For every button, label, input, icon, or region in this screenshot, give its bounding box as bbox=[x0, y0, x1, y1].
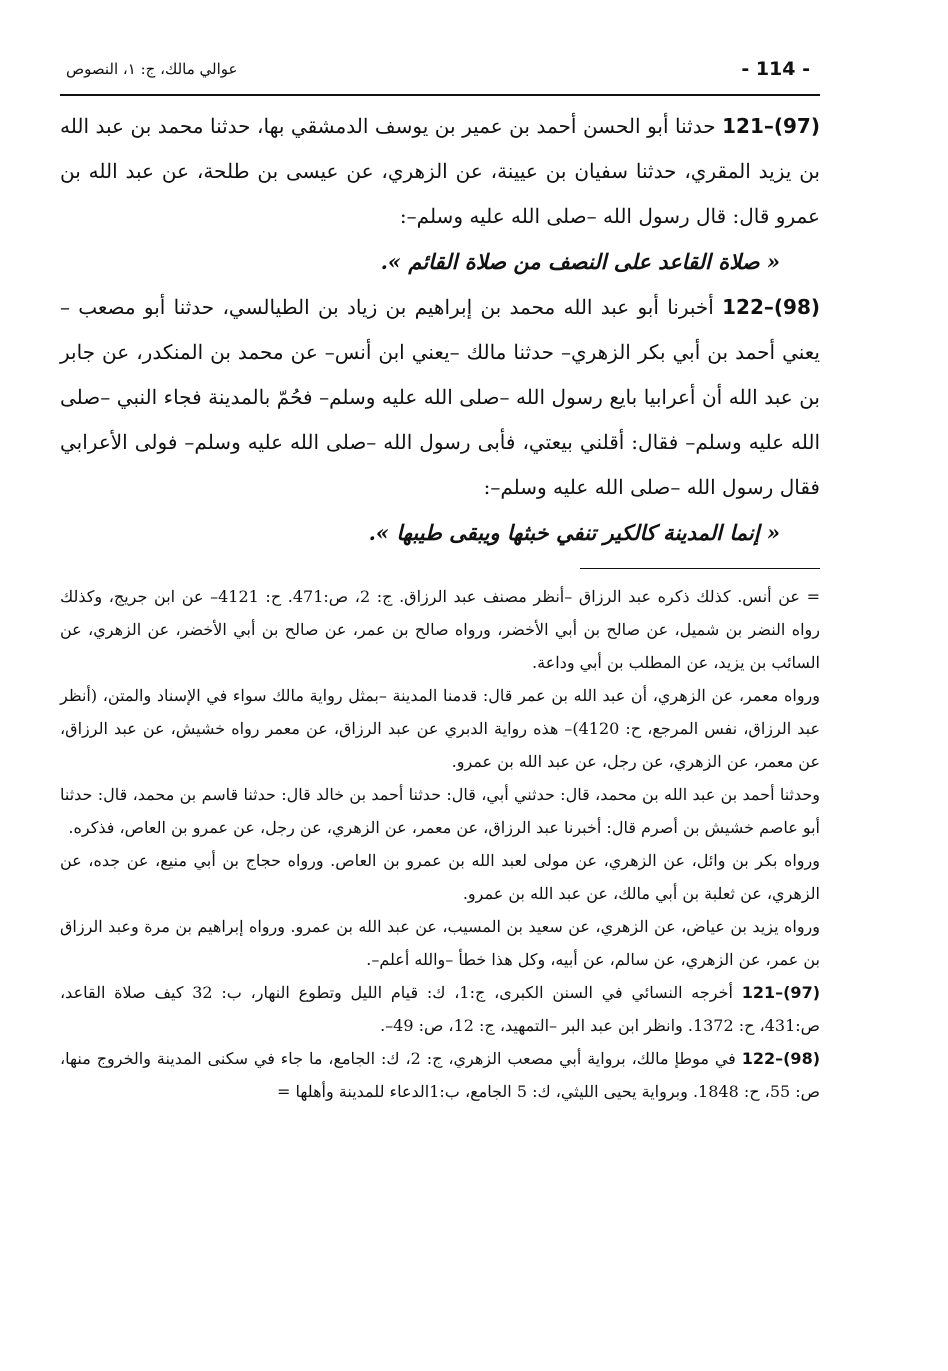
hadith-number: 122–(98) bbox=[722, 295, 821, 319]
footnote-paragraph: ورواه يزيد بن عياض، عن الزهري، عن سعيد بن المسيب، عن عبد الله بن عمرو. ورواه إبراهيم بن مرة وعبد الرزاق بن عمر، عن الزهري، عن سالم، عن أبيه، وكل هذا خطأ –والله أعلم–. bbox=[60, 917, 820, 969]
hadith-entry bbox=[60, 285, 820, 510]
page-header bbox=[60, 56, 820, 90]
footnote-paragraph: ورواه بكر بن وائل، عن الزهري، عن مولى لعبد الله بن عمرو بن العاص. ورواه حجاج بن أبي منيع، عن جده، عن الزهري، عن ثعلبة بن أبي مالك، عن عبد الله بن عمرو. bbox=[60, 851, 820, 903]
reference-text: في موطإ مالك، برواية أبي مصعب الزهري، ج: 2، ك: الجامع، ما جاء في سكنى المدينة والخروج منها، ص: 55، ح: 1848. وبرواية يحيى الليثي، ك: 5 الجامع، ب:1الدعاء للمدينة وأهلها = bbox=[60, 1049, 820, 1101]
document-page bbox=[60, 40, 820, 1240]
hadith-matn: « صلاة القاعد على النصف من صلاة القائم ». bbox=[380, 249, 780, 274]
header-rule bbox=[60, 94, 820, 96]
footnotes bbox=[60, 580, 820, 1108]
reference-text: أخرجه النسائي في السنن الكبرى، ج:1، ك: قيام الليل وتطوع النهار، ب: 32 كيف صلاة القاعد، ص:431، ح: 1372. وانظر ابن عبد البر –التمهيد، ج: 12، ص: 49–. bbox=[60, 983, 820, 1035]
main-text bbox=[60, 104, 820, 556]
hadith-matn: « إنما المدينة كالكير تنفي خبثها ويبقى طيبها ». bbox=[368, 520, 780, 545]
reference-note bbox=[60, 1042, 820, 1108]
footnote-paragraph: ورواه معمر، عن الزهري، أن عبد الله بن عمر قال: قدمنا المدينة –بمثل رواية مالك سواء في الإسناد والمتن، (أنظر عبد الرزاق، نفس المرجع، ح: 4120)– هذه رواية الدبري عن عبد الرزاق، عن معمر رواه خشيش، عن عبد الرزاق، عن معمر، عن الزهري، عن رجل، عن عبد الله بن عمرو. bbox=[60, 686, 821, 771]
hadith-text: أخبرنا أبو عبد الله محمد بن إبراهيم بن زياد بن الطيالسي، حدثنا أبو مصعب –يعني أحمد بن أبي بكر الزهري– حدثنا مالك –يعني ابن أنس– عن محمد بن المنكدر، عن جابر بن عبد الله أن أعرابيا بايع رسول الله –صلى الله عليه وسلم– فحُمّ بالمدينة فجاء النبي –صلى الله عليه وسلم– فقال: أقلني بيعتي، فأبى رسول الله –صلى الله عليه وسلم– فولى الأعرابي فقال رسول الله –صلى الله عليه وسلم–: bbox=[60, 295, 820, 499]
reference-note bbox=[60, 976, 820, 1042]
running-title: عوالي مالك، ج: ١، النصوص bbox=[66, 60, 238, 78]
reference-number: 122–(98) bbox=[741, 1049, 821, 1068]
footnote-paragraph: = عن أنس. كذلك ذكره عبد الرزاق –أنظر مصنف عبد الرزاق. ج: 2، ص:471. ح: 4121– عن ابن جريج، وكذلك رواه النضر بن شميل، عن صالح بن أبي الأخضر، ورواه صالح بن عمر، عن صالح بن أبي الأخضر، عن الزهري، عن السائب بن يزيد، عن المطلب بن أبي وداعة. bbox=[60, 587, 820, 672]
hadith-text: حدثنا أبو الحسن أحمد بن عمير بن يوسف الدمشقي بها، حدثنا محمد بن عبد الله بن يزيد المقري، حدثنا سفيان بن عيينة، عن الزهري، عن عيسى بن طلحة، عن عبد الله بن عمرو قال: قال رسول الله –صلى الله عليه وسلم–: bbox=[60, 114, 820, 228]
hadith-entry bbox=[60, 104, 820, 239]
reference-number: 121–(97) bbox=[741, 983, 821, 1002]
footnote-separator bbox=[580, 568, 820, 569]
page-number: - 114 - bbox=[741, 58, 810, 80]
footnote-paragraph: وحدثنا أحمد بن عبد الله بن محمد، قال: حدثني أبي، قال: حدثنا أحمد بن خالد قال: حدثنا قاسم بن محمد، قال: حدثنا أبو عاصم خشيش بن أصرم قال: أخبرنا عبد الرزاق، عن معمر، عن الزهري، عن رجل، عن عمرو بن العاص، فذكره. bbox=[60, 785, 821, 837]
hadith-number: 121–(97) bbox=[722, 114, 820, 138]
